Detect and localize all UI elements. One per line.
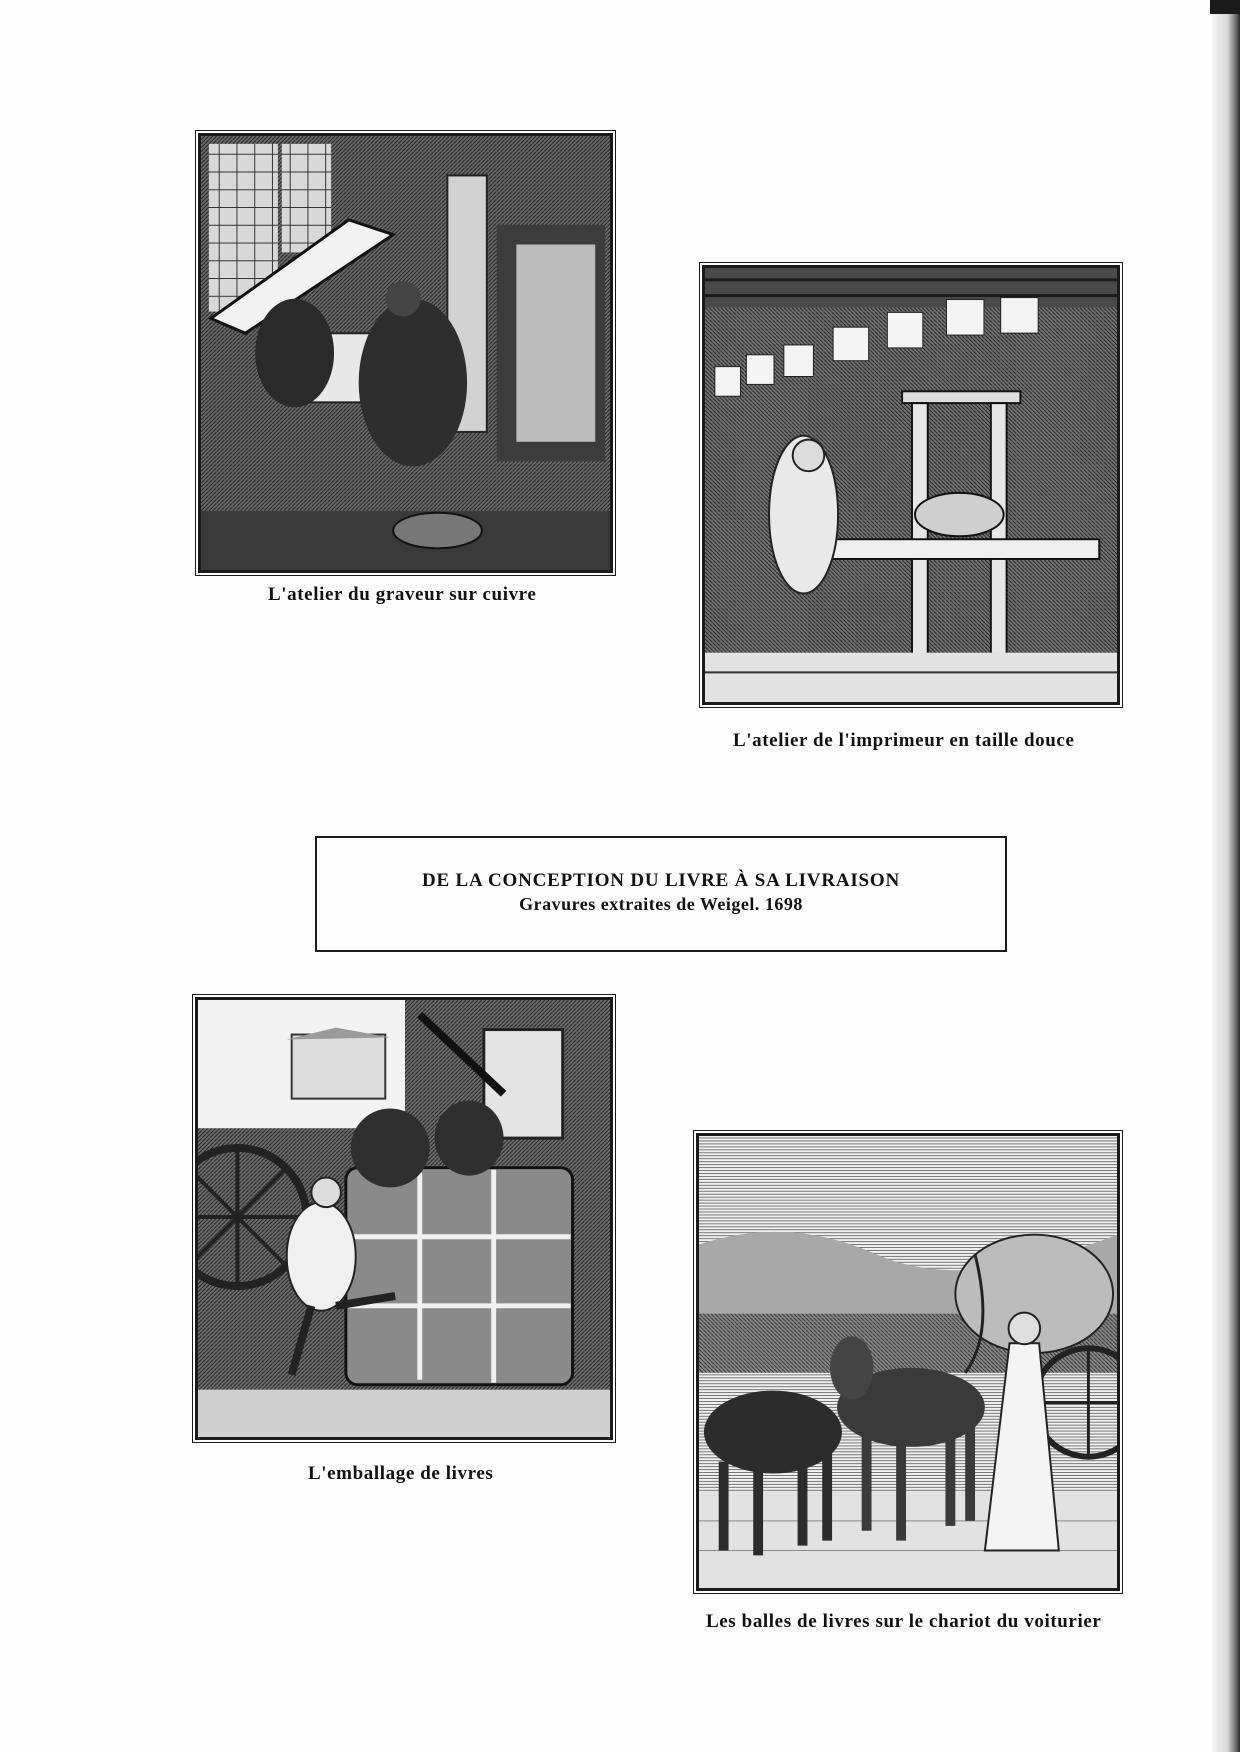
engraving-printer-illustration: [705, 268, 1117, 702]
caption-wagon: Les balles de livres sur le chariot du voiturier: [706, 1611, 1102, 1632]
engraving-carrier-wagon: [696, 1133, 1120, 1591]
engraving-book-packing: [195, 997, 613, 1440]
caption-packing: L'emballage de livres: [308, 1463, 494, 1484]
section-title: DE LA CONCEPTION DU LIVRE À SA LIVRAISON: [421, 870, 901, 891]
page-corner: [1210, 0, 1240, 14]
engraving-printer-workshop: [702, 265, 1120, 705]
page-binding-shadow: [1212, 0, 1240, 1752]
section-subtitle: Gravures extraites de Weigel. 1698: [519, 894, 803, 914]
section-title-box: [315, 836, 1007, 952]
caption-printer: L'atelier de l'imprimeur en taille douce: [733, 730, 1075, 751]
engraving-engraver-illustration: [201, 136, 610, 570]
engraving-packing-illustration: [198, 1000, 610, 1437]
engraving-wagon-illustration: [699, 1136, 1117, 1588]
caption-engraver: L'atelier du graveur sur cuivre: [268, 584, 537, 605]
engraving-engraver-workshop: [198, 133, 613, 573]
